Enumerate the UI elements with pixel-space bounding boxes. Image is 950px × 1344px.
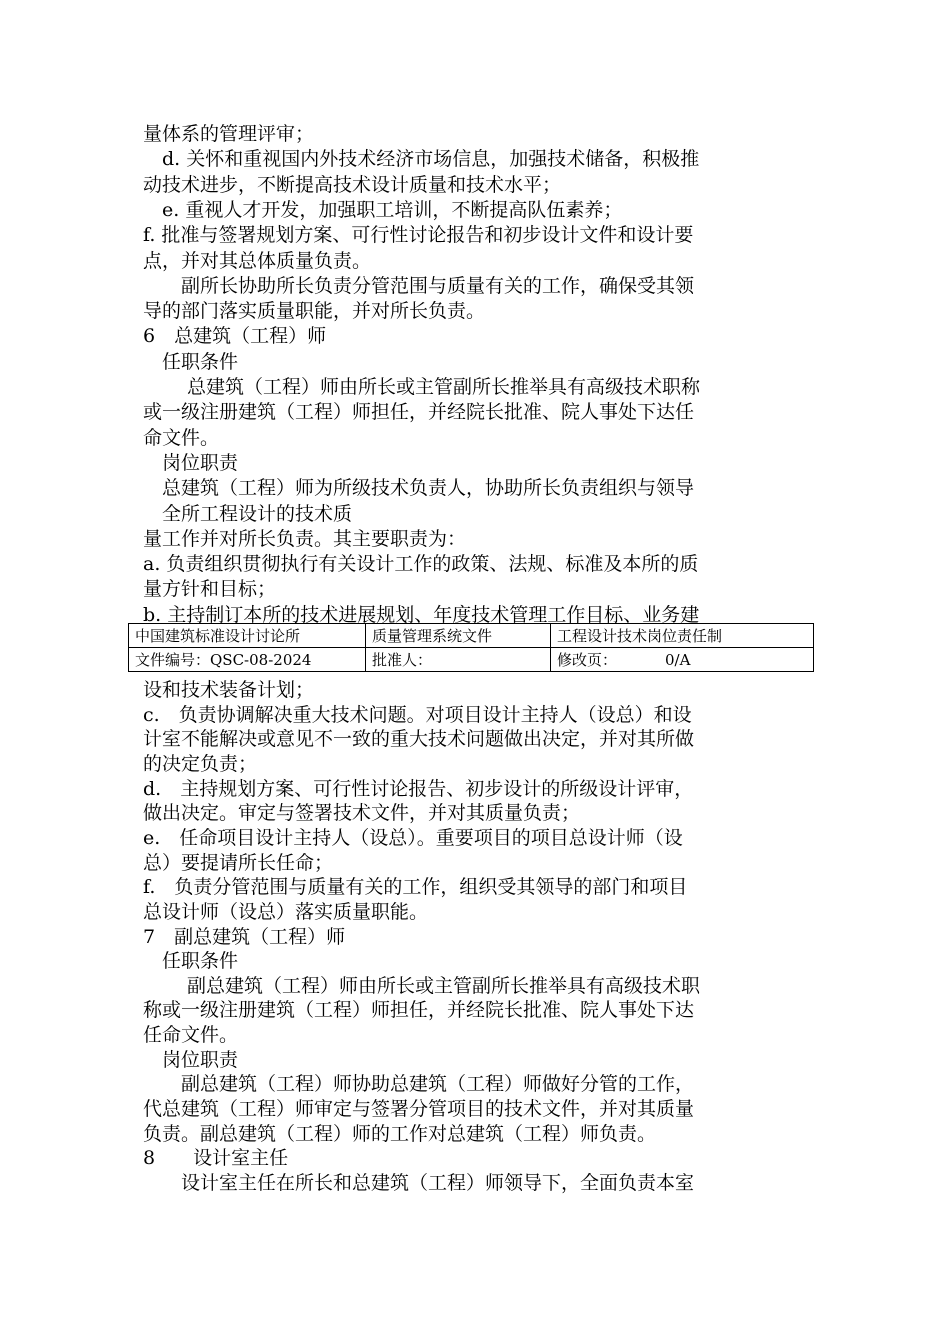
text-line: f. 批准与签署规划方案、可行性讨论报告和初步设计文件和设计要 (143, 224, 694, 247)
text-line: 负责。副总建筑（工程）师的工作对总建筑（工程）师负责。 (143, 1122, 657, 1145)
footer-system: 质量管理系统文件 (366, 624, 551, 648)
text-line: 做出决定。审定与签署技术文件，并对其质量负责； (143, 802, 581, 825)
text-line: f. 负责分管范围与质量有关的工作，组织受其领导的部门和项目 (143, 876, 688, 899)
text-line: 设和技术装备计划； (143, 679, 315, 701)
footer-revision (551, 648, 814, 672)
text-line: c. 负责协调解决重大技术问题。对项目设计主持人（设总）和设 (143, 703, 692, 726)
footer-row-1 (129, 624, 814, 648)
text-line: 设计室主任在所长和总建筑（工程）师领导下，全面负责本室 (143, 1172, 695, 1194)
text-line: 命文件。 (143, 426, 220, 449)
footer-approver: 批准人： (366, 648, 551, 672)
text-line: 点，并对其总体质量负责。 (143, 249, 372, 272)
text-line: 副所长协助所长负责分管范围与质量有关的工作，确保受其领 (143, 274, 695, 297)
footer-row-2 (129, 648, 814, 672)
text-line: d. 关怀和重视国内外技术经济市场信息，加强技术储备，积极推 (143, 148, 700, 171)
text-line: b. 主持制订本所的技术进展规划、年度技术管理工作目标、业务建 (143, 603, 700, 626)
text-line: 的决定负责； (143, 752, 258, 775)
text-line: 任命文件。 (143, 1024, 239, 1047)
footer-title: 工程设计技术岗位责任制 (551, 624, 814, 648)
text-line: 总建筑（工程）师由所长或主管副所长推举具有高级技术职称 (143, 376, 701, 398)
text-line: 量方针和目标； (143, 578, 277, 601)
footer-org: 中国建筑标准设计讨论所 (129, 624, 366, 648)
text-line: 动技术进步，不断提高技术设计质量和技术水平； (143, 173, 562, 196)
footer-revision-label: 修改页： (557, 651, 618, 669)
text-line: 副总建筑（工程）师由所长或主管副所长推举具有高级技术职 (143, 974, 701, 997)
text-line: 代总建筑（工程）师审定与签署分管项目的技术文件，并对其质量 (143, 1098, 695, 1121)
text-line: 7 副总建筑（工程）师 (143, 925, 346, 948)
text-line: 量体系的管理评审； (143, 123, 315, 145)
text-line: e. 重视人才开发，加强职工培训，不断提高队伍素养； (143, 198, 623, 221)
text-line: 任职条件 (143, 350, 239, 373)
text-line: 总）要提请所长任命； (143, 851, 334, 874)
footer-revision-value: 0/A (665, 651, 691, 669)
text-line: 副总建筑（工程）师协助总建筑（工程）师做好分管的工作， (143, 1073, 695, 1096)
text-line: 总建筑（工程）师为所级技术负责人，协助所长负责组织与领导 (143, 477, 695, 500)
text-line: 6 总建筑（工程）师 (143, 325, 327, 348)
text-line: 总设计师（设总）落实质量职能。 (143, 900, 429, 923)
text-line: 任职条件 (143, 950, 239, 973)
text-line: 导的部门落实质量职能，并对所长负责。 (143, 300, 486, 323)
text-line: 计室不能解决或意见不一致的重大技术问题做出决定，并对其所做 (143, 728, 695, 751)
text-line: 岗位职责 (143, 451, 239, 474)
text-line: e. 任命项目设计主持人（设总）。重要项目的项目总设计师（设 (143, 826, 683, 849)
text-line: d. 主持规划方案、可行性讨论报告、初步设计的所级设计评审， (143, 777, 694, 800)
text-line: 或一级注册建筑（工程）师担任，并经院长批准、院人事处下达任 (143, 401, 695, 424)
text-line: 称或一级注册建筑（工程）师担任，并经院长批准、院人事处下达 (143, 999, 695, 1022)
footer-table (128, 623, 814, 672)
footer-doc-number: 文件编号：QSC-08-2024 (129, 648, 366, 672)
text-line: 量工作并对所长负责。其主要职责为： (143, 527, 467, 550)
text-line: a. 负责组织贯彻执行有关设计工作的政策、法规、标准及本所的质 (143, 553, 699, 576)
text-line: 岗位职责 (143, 1048, 239, 1071)
text-line: 全所工程设计的技术质 (143, 502, 353, 525)
text-line: 8 设计室主任 (143, 1147, 289, 1170)
